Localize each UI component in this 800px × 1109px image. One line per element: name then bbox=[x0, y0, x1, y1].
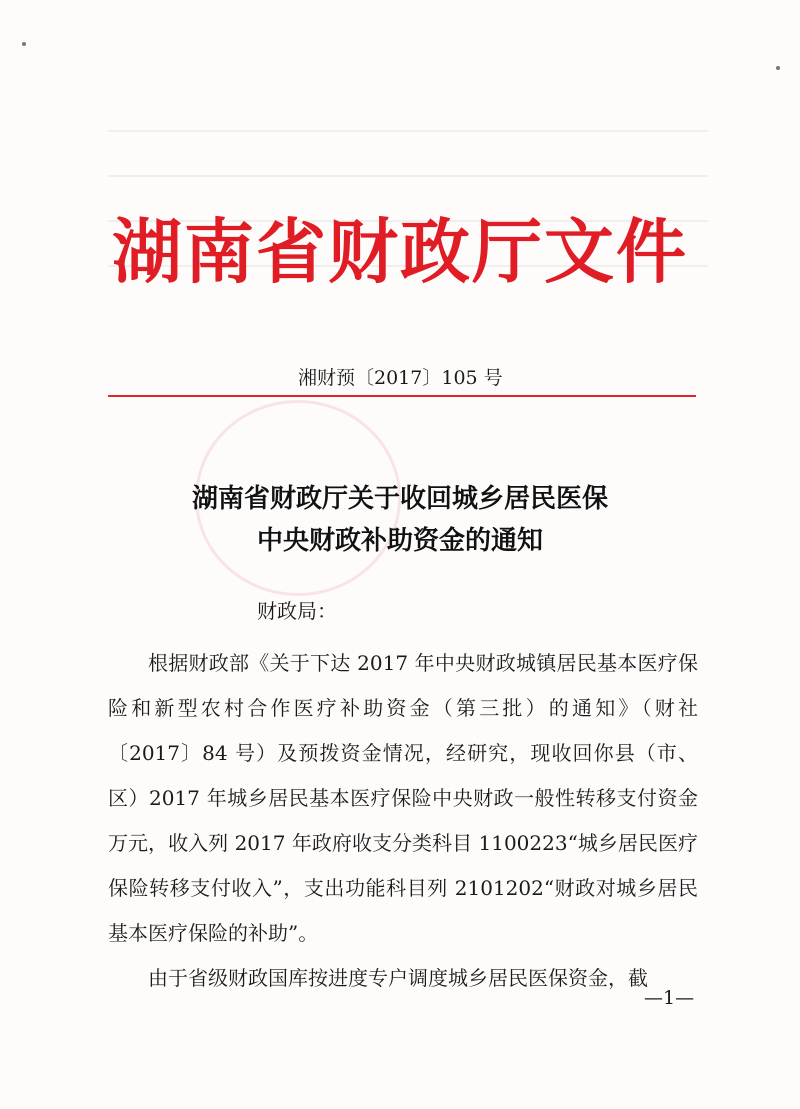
scan-speck bbox=[776, 66, 780, 70]
document-header-title: 湖南省财政厅文件 bbox=[112, 210, 688, 293]
notice-title bbox=[0, 478, 800, 562]
notice-body bbox=[108, 641, 738, 1001]
body-paragraph-2: 由于省级财政国库按进度专户调度城乡居民医保资金，截 bbox=[148, 966, 648, 990]
page-number: —1— bbox=[644, 987, 695, 1009]
notice-title-line-2: 中央财政补助资金的通知 bbox=[256, 526, 543, 556]
body-paragraph-1: 根据财政部《关于下达 2017 年中央财政城镇居民基本医疗保险和新型农村合作医疗补助资金（第三批）的通知》（财社〔2017〕84 号）及预拨资金情况，经研究，现收回你县（市、区）2017 年城乡居民基本医疗保险中央财政一般性转移支付资金 万元，收入列 2017 年政府收支分类科目 1100223“城乡居民医疗保险转移支付收入”，支出功能科目列 2101202“财政对城乡居民基本医疗保险的补助”。 bbox=[108, 651, 738, 945]
red-divider-line bbox=[108, 395, 696, 397]
scan-speck bbox=[22, 42, 26, 46]
notice-title-line-1: 湖南省财政厅关于收回城乡居民医保 bbox=[191, 484, 608, 514]
document-number: 湘财预〔2017〕105 号 bbox=[298, 367, 503, 389]
addressee: 财政局： bbox=[257, 599, 337, 623]
